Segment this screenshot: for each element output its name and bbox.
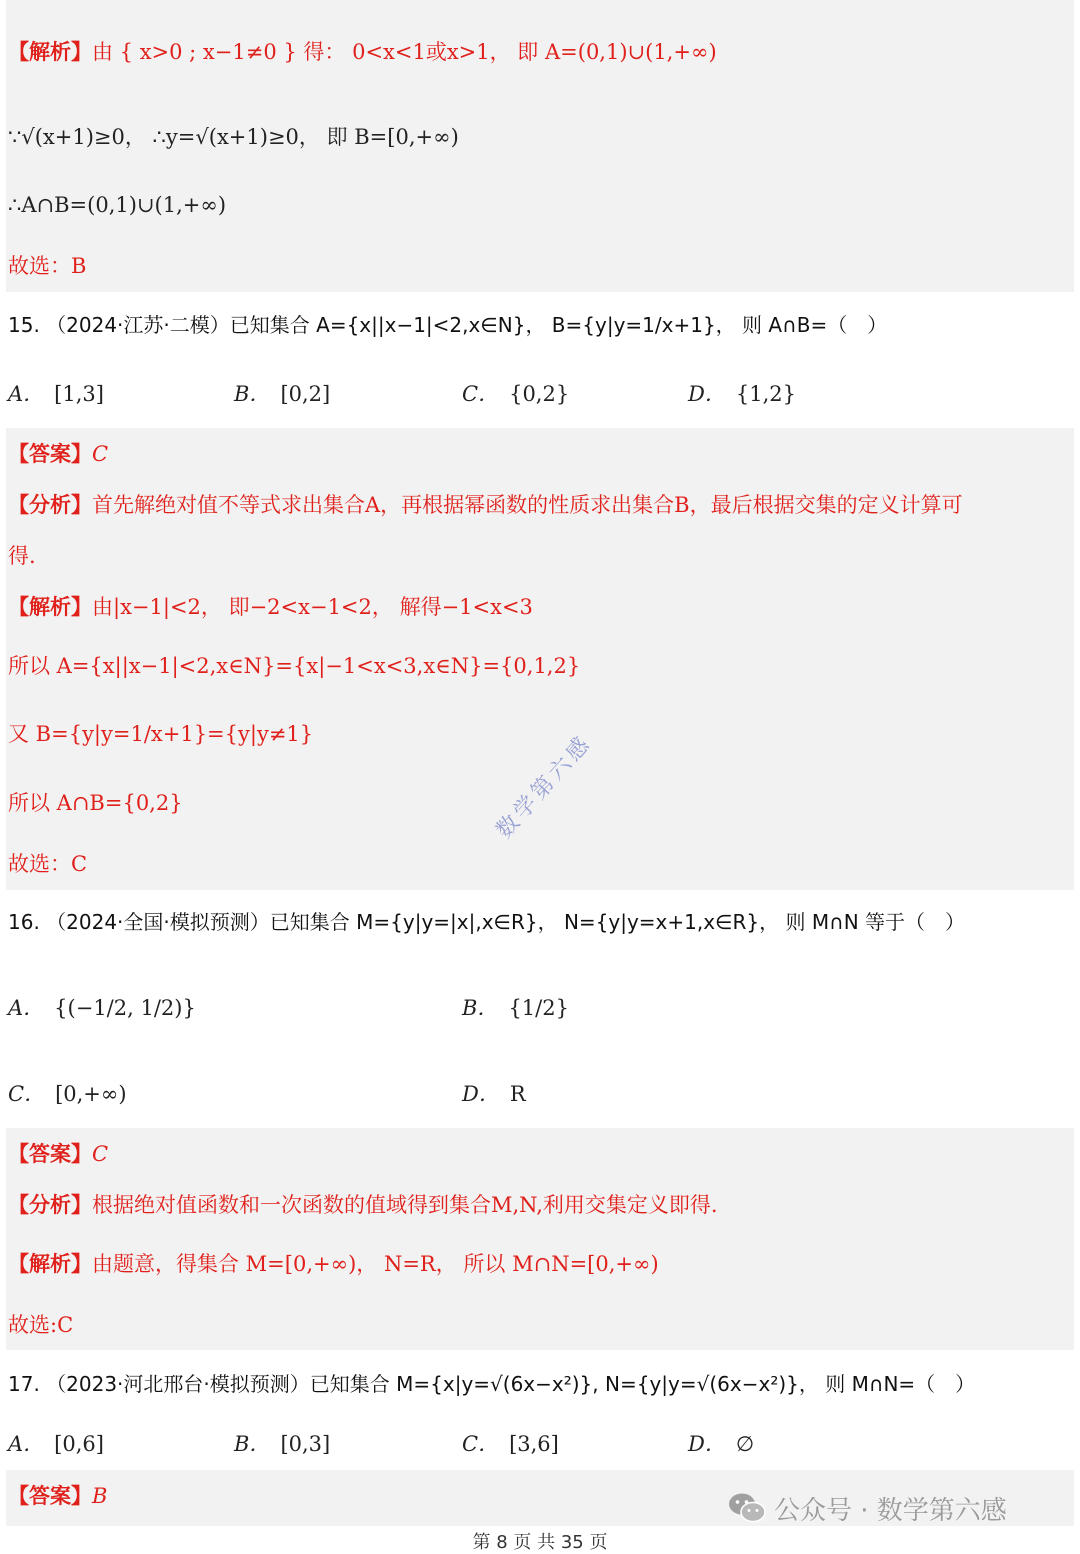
q15-option-d: D． {1,2} (688, 382, 796, 406)
q15-solution-4: 所以 A∩B={0,2} (8, 791, 183, 815)
watermark: 数学第六感 (491, 730, 598, 844)
q15-solution-2: 所以 A={x||x−1|<2,x∈N}={x|−1<x<3,x∈N}={0,1,2} (8, 654, 581, 678)
q15-choice: 故选：C (8, 852, 88, 876)
q14-solution-line-2: ∵√(x+1)≥0， ∴y=√(x+1)≥0， 即 B=[0,+∞) (8, 125, 459, 149)
q17-answer: 【答案】B (8, 1484, 108, 1508)
q14-solution-line-3: ∴A∩B=(0,1)∪(1,+∞) (8, 193, 227, 217)
q15-answer: 【答案】C (8, 442, 109, 466)
q14-solution-line-1: 【解析】由 { x>0 ; x−1≠0 } 得： 0<x<1或x>1， 即 A=(0,1)∪(1,+∞) (8, 40, 717, 64)
q17-option-c: C． [3,6] (462, 1432, 559, 1456)
q15-analysis-cont: 得. (8, 544, 36, 568)
q16-choice: 故选:C (8, 1313, 74, 1337)
q17-option-b: B． [0,3] (234, 1432, 331, 1456)
q16-option-b: B． {1/2} (462, 996, 569, 1020)
q15-option-b: B． [0,2] (234, 382, 331, 406)
page-footer: 第 8 页 共 35 页 (472, 1532, 608, 1553)
q15-option-c: C． {0,2} (462, 382, 570, 406)
publisher-watermark: 公众号 · 数学第六感 (728, 1490, 1007, 1531)
q16-solution: 【解析】由题意，得集合 M=[0,+∞)， N=R， 所以 M∩N=[0,+∞) (8, 1252, 659, 1276)
q15-solution-1: 【解析】由|x−1|<2， 即−2<x−1<2， 解得−1<x<3 (8, 595, 533, 619)
q16-option-c: C． [0,+∞) (8, 1082, 127, 1106)
q15-stem: 15. （2024·江苏·二模）已知集合 A={x||x−1|<2,x∈N}， B={y|y=1/x+1}， 则 A∩B=（ ） (8, 313, 888, 337)
q14-choice: 故选：B (8, 254, 87, 278)
q17-option-d: D． ∅ (688, 1432, 755, 1456)
q17-stem: 17. （2023·河北邢台·模拟预测）已知集合 M={x|y=√(6x−x²)}, N={y|y=√(6x−x²)}， 则 M∩N=（ ） (8, 1372, 976, 1396)
q16-option-d: D． R (462, 1082, 526, 1106)
q17-option-a: A． [0,6] (8, 1432, 104, 1456)
q16-analysis: 【分析】根据绝对值函数和一次函数的值域得到集合M,N,利用交集定义即得. (8, 1193, 718, 1217)
q15-option-a: A． [1,3] (8, 382, 104, 406)
q15-solution-3: 又 B={y|y=1/x+1}={y|y≠1} (8, 722, 314, 746)
wechat-icon (728, 1492, 766, 1531)
q16-option-a: A． {(−1/2, 1/2)} (8, 996, 196, 1020)
q15-analysis: 【分析】首先解绝对值不等式求出集合A，再根据幂函数的性质求出集合B，最后根据交集的定义计算可 (8, 493, 963, 517)
q16-stem: 16. （2024·全国·模拟预测）已知集合 M={y|y=|x|,x∈R}， N={y|y=x+1,x∈R}， 则 M∩N 等于（ ） (8, 910, 966, 934)
q16-answer: 【答案】C (8, 1142, 109, 1166)
q16-answer-block (6, 1128, 1074, 1350)
